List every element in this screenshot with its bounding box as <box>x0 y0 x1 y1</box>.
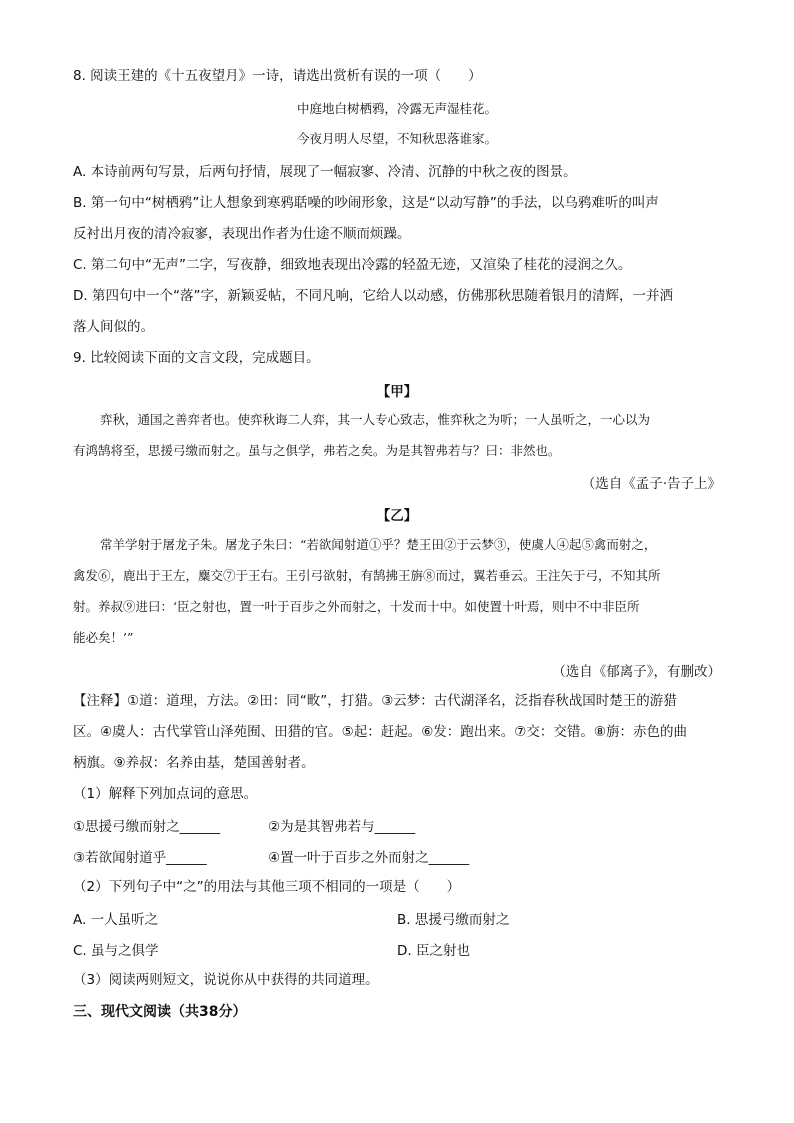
sub2-stem: （2）下列句子中“之”的用法与其他三项不相同的一项是（ ） <box>73 879 461 895</box>
sub1-item: ③若欲闻射道乎______ <box>73 850 207 866</box>
passage-yi-line: 能必矣！’” <box>73 630 134 645</box>
passage-yi-line: 禽发⑥，鹿出于王左，麋交⑦于王右。王引弓欲射，有鹄拂王旃⑧而过，翼若垂云。王注矢于弓，不知其所 <box>73 568 661 583</box>
annotation-line: 柄旗。⑨养叔：名养由基，楚国善射者。 <box>73 755 315 771</box>
sub1-stem: （1）解释下列加点词的意思。 <box>73 786 258 802</box>
q8-option-d: D. 第四句中一个“落”字，新颖妥帖，不同凡响，它给人以动感，仿佛那秋思随着银月的清辉，一并洒 <box>73 288 673 304</box>
passage-yi-title: 【乙】 <box>376 508 418 524</box>
passage-yi-line: 射。养叔⑨进曰：‘臣之射也，置一叶于百步之外而射之，十发而十中。如使置十叶焉，则中不中非臣所 <box>73 599 640 614</box>
sub2-option-c: C. 虽与之俱学 <box>73 943 159 959</box>
passage-jia-line: 有鸿鹄将至，思援弓缴而射之。虽与之俱学，弗若之矣。为是其智弗若与？曰：非然也。 <box>73 443 561 458</box>
q8-option-b-cont: 反衬出月夜的清冷寂寥，表现出作者为仕途不顺而烦躁。 <box>73 226 411 242</box>
q8-option-c: C. 第二句中“无声”二字，写夜静，细致地表现出冷露的轻盈无迹，又渲染了桂花的浸润之久。 <box>73 257 632 273</box>
annotation-line: 【注释】①道：道理，方法。②田：同“畋”，打猎。③云梦：古代湖泽名，泛指春秋战国时楚王的游猎 <box>73 693 677 709</box>
sub3-stem: （3）阅读两则短文，说说你从中获得的共同道理。 <box>73 972 379 988</box>
q8-stem: 8. 阅读王建的《十五夜望月》一诗，请选出赏析有误的一项（ ） <box>73 68 482 84</box>
sub2-option-a: A. 一人虽听之 <box>73 912 159 928</box>
sub1-item: ①思援弓缴而射之______ <box>73 819 221 835</box>
passage-jia-line: 弈秋，通国之善弈者也。使弈秋诲二人弈，其一人专心致志，惟弈秋之为听；一人虽听之，一心以为 <box>100 412 651 427</box>
passage-yi-line: 常羊学射于屠龙子朱。屠龙子朱曰：“若欲闻射道①乎？楚王田②于云梦③，使虞人④起⑤禽而射之， <box>100 537 657 552</box>
poem-line-1: 中庭地白树栖鸦，冷露无声湿桂花。 <box>296 101 497 116</box>
sub1-item: ②为是其智弗若与______ <box>268 819 416 835</box>
poem-line-2: 今夜月明人尽望，不知秋思落谁家。 <box>296 131 497 146</box>
q8-option-d-cont: 落人间似的。 <box>73 319 154 335</box>
sub2-option-d: D. 臣之射也 <box>397 943 470 959</box>
q9-stem: 9. 比较阅读下面的文言文段，完成题目。 <box>73 350 320 366</box>
annotation-line: 区。④虞人：古代掌管山泽苑囿、田猎的官。⑤起：赶起。⑥发：跑出来。⑦交：交错。⑧旃：赤色的曲 <box>73 724 688 740</box>
sub1-item: ④置一叶于百步之外而射之______ <box>268 850 470 866</box>
passage-yi-source: （选自《郁离子》，有删改） <box>552 664 721 680</box>
passage-jia-source: （选自《孟子·告子上》 <box>581 476 721 492</box>
sub2-option-b: B. 思援弓缴而射之 <box>397 912 510 928</box>
section-heading: 三、现代文阅读（共38分） <box>73 1004 247 1020</box>
passage-jia-title: 【甲】 <box>376 384 418 400</box>
q8-option-b: B. 第一句中“树栖鸦”让人想象到寒鸦聒噪的吵闹形象，这是“以动写静”的手法，以乌鸦难听的叫声 <box>73 195 659 211</box>
q8-option-a: A. 本诗前两句写景，后两句抒情，展现了一幅寂寥、冷清、沉静的中秋之夜的图景。 <box>73 164 577 180</box>
